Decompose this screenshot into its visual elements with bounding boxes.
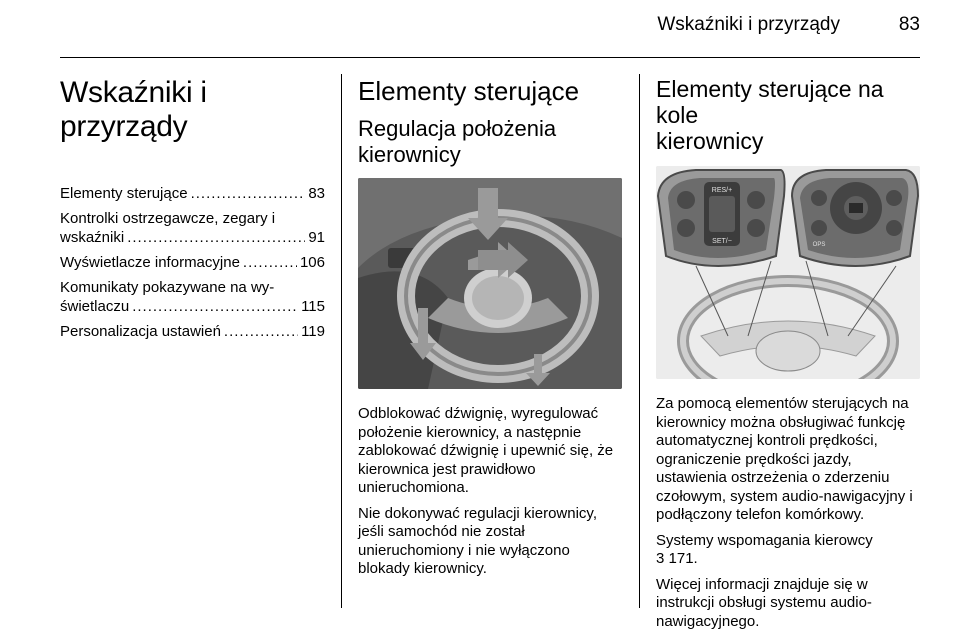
toc-entry-page: 106 <box>299 254 325 271</box>
toc-entry-3[interactable] <box>60 253 325 272</box>
toc-entry-1[interactable] <box>60 184 325 203</box>
toc-entry-5[interactable] <box>60 322 325 341</box>
toc-entry-page: 91 <box>308 229 325 246</box>
toc-leader-dots <box>127 228 305 247</box>
cross-reference-page[interactable]: 171. <box>668 550 698 567</box>
toc-entry-page: 115 <box>301 298 325 315</box>
page-reference-arrow-icon: 3 <box>656 550 665 567</box>
toc-column <box>60 76 325 347</box>
paragraph: Nie dokonywać regulacji kierownicy, jeśli samochód nie został unieruchomiony i nie wyłączono blokady kierownicy. <box>358 504 597 577</box>
toc-leader-dots <box>243 253 297 272</box>
paragraph: Za pomocą elementów sterujących na kierownicy można obsługiwać funkcję automatycznej kontroli prędkości, ograniczenie prędkości jazdy, ustawienia ostrzeżenia o zderzeniu czołowym, system audio-nawigacyjny i podłączony telefon komórkowy. <box>656 395 913 523</box>
column-divider-2 <box>639 74 640 608</box>
toc-entry-label: Personalizacja ustawień <box>60 323 221 340</box>
section-title-line2: kierownicy <box>656 128 764 154</box>
toc-entry-label: świetlaczu <box>60 298 130 315</box>
toc-entry-page: 119 <box>301 323 325 340</box>
page-number: 83 <box>898 14 920 35</box>
toc-entry-label-line1: Komunikaty pokazywane na wy- <box>60 279 275 296</box>
set-button-label: SET/− <box>712 238 732 245</box>
paragraph-cross-reference <box>656 532 920 569</box>
toc-leader-dots <box>191 184 306 203</box>
toc-entry-label: wskaźniki <box>60 229 125 246</box>
paragraph: Więcej informacji znajduje się w instrukcji obsługi systemu audio-nawigacyjnego. <box>656 575 872 630</box>
toc-entry-2[interactable] <box>60 209 325 247</box>
header-rule <box>60 57 920 58</box>
toc-entry-label: Elementy sterujące <box>60 185 188 202</box>
toc-entry-label-line1: Kontrolki ostrzegawcze, zegary i <box>60 210 276 227</box>
cross-reference-text: Systemy wspomagania kierowcy <box>656 531 873 549</box>
subsection-title-line2: kierownicy <box>358 142 461 167</box>
running-header-title: Wskaźniki i przyrządy <box>657 14 840 35</box>
section-title: Elementy sterujące <box>358 76 580 106</box>
steering-wheel-controls-figure <box>656 166 920 379</box>
toc-leader-dots <box>224 322 298 341</box>
chapter-title: Wskaźniki i przyrządy <box>60 76 207 143</box>
steering-controls-column <box>656 76 920 638</box>
table-of-contents <box>60 184 325 341</box>
section-title <box>656 76 920 154</box>
section-title-line1: Elementy sterujące na kole <box>656 76 884 128</box>
subsection-title-line1: Regulacja położenia <box>358 116 557 141</box>
paragraph: Odblokować dźwignię, wyregulować położenie kierownicy, a następnie zablokować dźwignię i upewnić się, że kierownica jest prawidłowo unieruchomiona. <box>358 405 614 496</box>
toc-entry-page: 83 <box>308 185 325 202</box>
steering-adjustment-column <box>358 76 623 586</box>
ops-button-label: OPS <box>812 242 826 248</box>
res-button-label: RES/+ <box>711 187 733 194</box>
steering-adjustment-photo <box>358 178 622 389</box>
toc-entry-label: Wyświetlacze informacyjne <box>60 254 240 271</box>
toc-leader-dots <box>132 297 298 316</box>
column-divider-1 <box>341 74 342 608</box>
toc-entry-4[interactable] <box>60 278 325 316</box>
subsection-title <box>358 116 623 168</box>
